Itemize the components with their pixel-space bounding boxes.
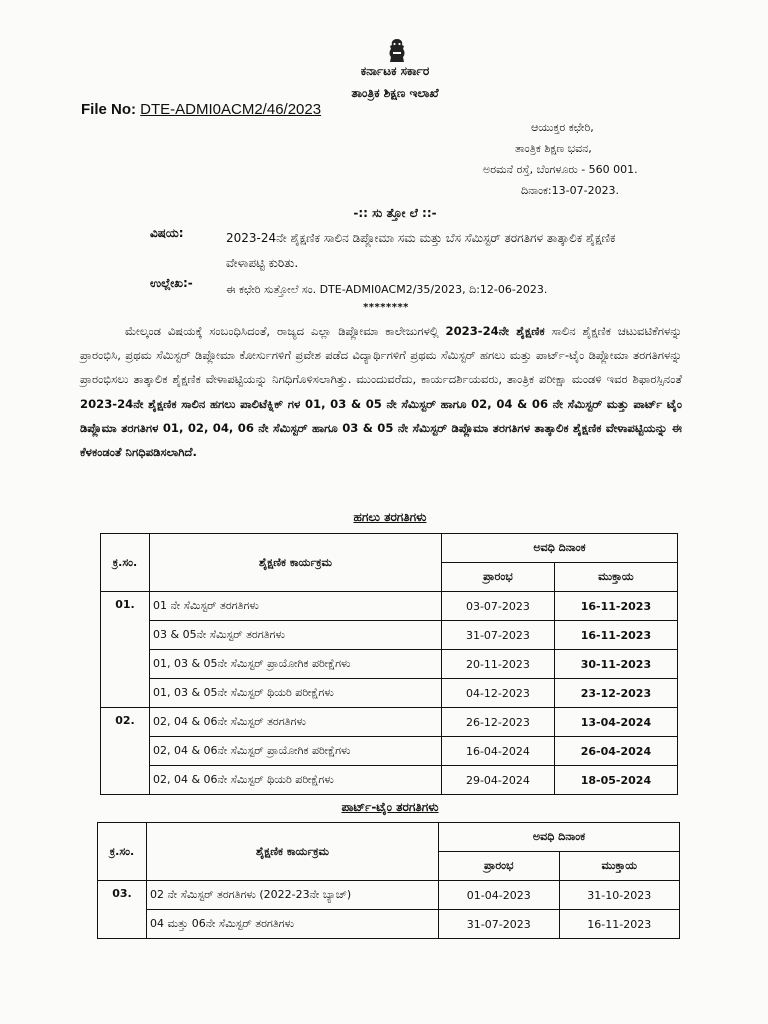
end-date-cell: 16-11-2023 bbox=[559, 910, 680, 939]
body-text-1: ಮೇಲ್ಕಂಡ ವಿಷಯಕ್ಕೆ ಸಂಬಂಧಿಸಿದಂತೆ, ರಾಜ್ಯದ ಎಲ್ಲಾ ಡಿಪ್ಲೋಮಾ ಕಾಲೇಜುಗಳಲ್ಲಿ bbox=[125, 324, 446, 338]
program-cell: 02 ನೇ ಸೆಮಿಸ್ಟರ್ ತರಗತಿಗಳು (2022-23ನೇ ಬ್ಯಾಚ್) bbox=[147, 881, 439, 910]
body-bold-1: 2023-24ನೇ ಶೈಕ್ಷಣಿಕ bbox=[445, 324, 545, 338]
start-date-cell: 01-04-2023 bbox=[439, 881, 560, 910]
end-date-cell: 26-04-2024 bbox=[554, 737, 677, 766]
end-date-cell: 16-11-2023 bbox=[554, 621, 677, 650]
table-row bbox=[101, 766, 678, 795]
reference-label: ಉಲ್ಲೇಖ:- bbox=[150, 276, 193, 290]
start-header: ಪ್ರಾರಂಭ bbox=[439, 852, 560, 881]
program-cell: 01 ನೇ ಸೆಮಿಸ್ಟರ್ ತರಗತಿಗಳು bbox=[150, 592, 442, 621]
table-row bbox=[101, 592, 678, 621]
end-date-cell: 30-11-2023 bbox=[554, 650, 677, 679]
day-classes-table bbox=[100, 533, 678, 795]
sl-no-cell: 02. bbox=[101, 708, 150, 795]
program-cell: 02, 04 & 06ನೇ ಸೆಮಿಸ್ಟರ್ ತರಗತಿಗಳು bbox=[150, 708, 442, 737]
start-header: ಪ್ರಾರಂಭ bbox=[442, 563, 555, 592]
subject-label: ವಿಷಯ: bbox=[150, 226, 184, 240]
document-date: ದಿನಾಂಕ:13-07-2023. bbox=[521, 184, 620, 197]
reference-text: ಈ ಕಛೇರಿ ಸುತ್ತೋಲೆ ಸಂ. DTE-ADMI0ACM2/35/2023, ದಿ:12-06-2023. bbox=[226, 283, 548, 296]
end-date-cell: 16-11-2023 bbox=[554, 592, 677, 621]
file-number-label: File No: bbox=[81, 101, 136, 118]
sl-no-cell: 01. bbox=[101, 592, 150, 708]
parttime-classes-caption: ಪಾರ್ಟ್-ಟೈಂ ತರಗತಿಗಳು bbox=[341, 800, 439, 814]
day-classes-caption: ಹಗಲು ತರಗತಿಗಳು bbox=[353, 510, 427, 524]
address-line-1: ಆಯುಕ್ತರ ಕಛೇರಿ, bbox=[531, 121, 594, 134]
start-date-cell: 20-11-2023 bbox=[442, 650, 555, 679]
period-header: ಅವಧಿ ದಿನಾಂಕ bbox=[442, 534, 678, 563]
start-date-cell: 03-07-2023 bbox=[442, 592, 555, 621]
program-cell: 02, 04 & 06ನೇ ಸೆಮಿಸ್ಟರ್ ಥಿಯರಿ ಪರೀಕ್ಷೆಗಳು bbox=[150, 766, 442, 795]
start-date-cell: 26-12-2023 bbox=[442, 708, 555, 737]
sl-no-header: ಕ್ರ.ಸಂ. bbox=[98, 823, 147, 881]
table-row bbox=[101, 708, 678, 737]
subject-text: 2023-24ನೇ ಶೈಕ್ಷಣಿಕ ಸಾಲಿನ ಡಿಪ್ಲೋಮಾ ಸಮ ಮತ್ತು ಬೆಸ ಸೆಮಿಸ್ಟರ್ ತರಗತಿಗಳ ತಾತ್ಕಾಲಿಕ ಶೈಕ್ಷಣಿಕ ವೇಳಾಪಟ್ಟಿ ಕುರಿತು. bbox=[226, 231, 616, 270]
table-row bbox=[101, 679, 678, 708]
parttime-classes-table bbox=[97, 822, 680, 939]
table-row bbox=[101, 621, 678, 650]
end-header: ಮುಕ್ತಾಯ bbox=[554, 563, 677, 592]
separator: ******** bbox=[363, 302, 409, 313]
program-header: ಶೈಕ್ಷಣಿಕ ಕಾರ್ಯಕ್ರಮ bbox=[150, 534, 442, 592]
program-cell: 01, 03 & 05ನೇ ಸೆಮಿಸ್ಟರ್ ಥಿಯರಿ ಪರೀಕ್ಷೆಗಳು bbox=[150, 679, 442, 708]
table-row bbox=[98, 881, 680, 910]
program-header: ಶೈಕ್ಷಣಿಕ ಕಾರ್ಯಕ್ರಮ bbox=[147, 823, 439, 881]
start-date-cell: 31-07-2023 bbox=[442, 621, 555, 650]
end-date-cell: 18-05-2024 bbox=[554, 766, 677, 795]
sl-no-header: ಕ್ರ.ಸಂ. bbox=[101, 534, 150, 592]
body-bold-2: 2023-24ನೇ ಶೈಕ್ಷಣಿಕ ಸಾಲಿನ ಹಗಲು ಪಾಲಿಟೆಕ್ನಿಕ್ ಗಳ 01, 03 & 05 ನೇ ಸೆಮಿಸ್ಟರ್ ಹಾಗೂ 02, 04 & 06 ನೇ ಸೆಮಿಸ್ಟರ್ ಮತ್ತು ಪಾರ್ಟ್ ಟೈಂ ಡಿಪ್ಲೊಮಾ ತರಗತಿಗಳ 01, 02, 04, 06 ನೇ ಸೆಮಿಸ್ಟರ್ ಹಾಗೂ 03 & 05 ನೇ ಸೆಮಿಸ್ಟರ್ ಡಿಪ್ಲೊಮಾ ತರಗತಿಗಳ ತಾತ್ಕಾಲಿಕ ಶೈಕ್ಷಣಿಕ ವೇಳಾಪಟ್ಟಿಯನ್ನು ಈ ಕೆಳಕಂಡಂತೆ ನಿಗಧಿಪಡಿಸಲಾಗಿದೆ. bbox=[80, 396, 682, 460]
sl-no-cell: 03. bbox=[98, 881, 147, 939]
program-cell: 04 ಮತ್ತು 06ನೇ ಸೆಮಿಸ್ಟರ್ ತರಗತಿಗಳು bbox=[147, 910, 439, 939]
program-cell: 01, 03 & 05ನೇ ಸೆಮಿಸ್ಟರ್ ಪ್ರಾಯೋಗಿಕ ಪರೀಕ್ಷೆಗಳು bbox=[150, 650, 442, 679]
start-date-cell: 16-04-2024 bbox=[442, 737, 555, 766]
start-date-cell: 31-07-2023 bbox=[439, 910, 560, 939]
period-header: ಅವಧಿ ದಿನಾಂಕ bbox=[439, 823, 680, 852]
program-cell: 03 & 05ನೇ ಸೆಮಿಸ್ಟರ್ ತರಗತಿಗಳು bbox=[150, 621, 442, 650]
program-cell: 02, 04 & 06ನೇ ಸೆಮಿಸ್ಟರ್ ಪ್ರಾಯೋಗಿಕ ಪರೀಕ್ಷೆಗಳು bbox=[150, 737, 442, 766]
address-line-2: ತಾಂತ್ರಿಕ ಶಿಕ್ಷಣ ಭವನ, bbox=[515, 142, 592, 155]
end-date-cell: 31-10-2023 bbox=[559, 881, 680, 910]
circular-heading: -:: ಸು ತ್ತೋ ಲೆ ::- bbox=[353, 206, 437, 220]
government-name: ಕರ್ನಾಟಕ ಸರ್ಕಾರ bbox=[360, 64, 430, 78]
end-header: ಮುಕ್ತಾಯ bbox=[559, 852, 680, 881]
table-row bbox=[98, 910, 680, 939]
start-date-cell: 29-04-2024 bbox=[442, 766, 555, 795]
file-number-value: DTE-ADMI0ACM2/46/2023 bbox=[140, 101, 322, 118]
address-line-3: ಅರಮನೆ ರಸ್ತೆ, ಬೆಂಗಳೂರು - 560 001. bbox=[483, 163, 638, 176]
file-number bbox=[81, 101, 321, 118]
end-date-cell: 23-12-2023 bbox=[554, 679, 677, 708]
start-date-cell: 04-12-2023 bbox=[442, 679, 555, 708]
table-row bbox=[101, 737, 678, 766]
government-emblem-icon bbox=[382, 36, 412, 66]
body-paragraph bbox=[80, 319, 682, 464]
body-text-2: ಸಾಲಿನ ಶೈಕ್ಷಣಿಕ ಚಟುವಟಿಕೆಗಳನ್ನು ಪ್ರಾರಂಭಿಸಿ, ಪ್ರಥಮ ಸೆಮಿಸ್ಟರ್ ಡಿಪ್ಲೋಮಾ ಕೋರ್ಸುಗಳಿಗೆ ಪ್ರವೇಶ ಪಡೆದ ವಿದ್ಯಾರ್ಥಿಗಳಿಗೆ ಪ್ರಥಮ ಸೆಮಿಸ್ಟರ್ ಹಗಲು ಮತ್ತು ಪಾರ್ಟ್-ಟೈಂ ಡಿಪ್ಲೋಮಾ ತರಗತಿಗಳನ್ನು ಪ್ರಾರಂಭಿಸಲು ತಾತ್ಕಾಲಿಕ ಶೈಕ್ಷಣಿಕ ವೇಳಾಪಟ್ಟಿಯನ್ನು ನಿಗಧಿಗೊಳಿಸಲಾಗಿತ್ತು. ಮುಂದುವರೆದು, ಕಾರ್ಯದರ್ಶಿಯವರು, ತಾಂತ್ರಿಕ ಪರೀಕ್ಷಾ ಮಂಡಳಿ ಇವರ ಶಿಫಾರಸ್ಸಿನಂತೆ bbox=[80, 324, 683, 387]
table-row bbox=[101, 650, 678, 679]
department-name: ತಾಂತ್ರಿಕ ಶಿಕ್ಷಣ ಇಲಾಖೆ bbox=[351, 86, 439, 100]
end-date-cell: 13-04-2024 bbox=[554, 708, 677, 737]
